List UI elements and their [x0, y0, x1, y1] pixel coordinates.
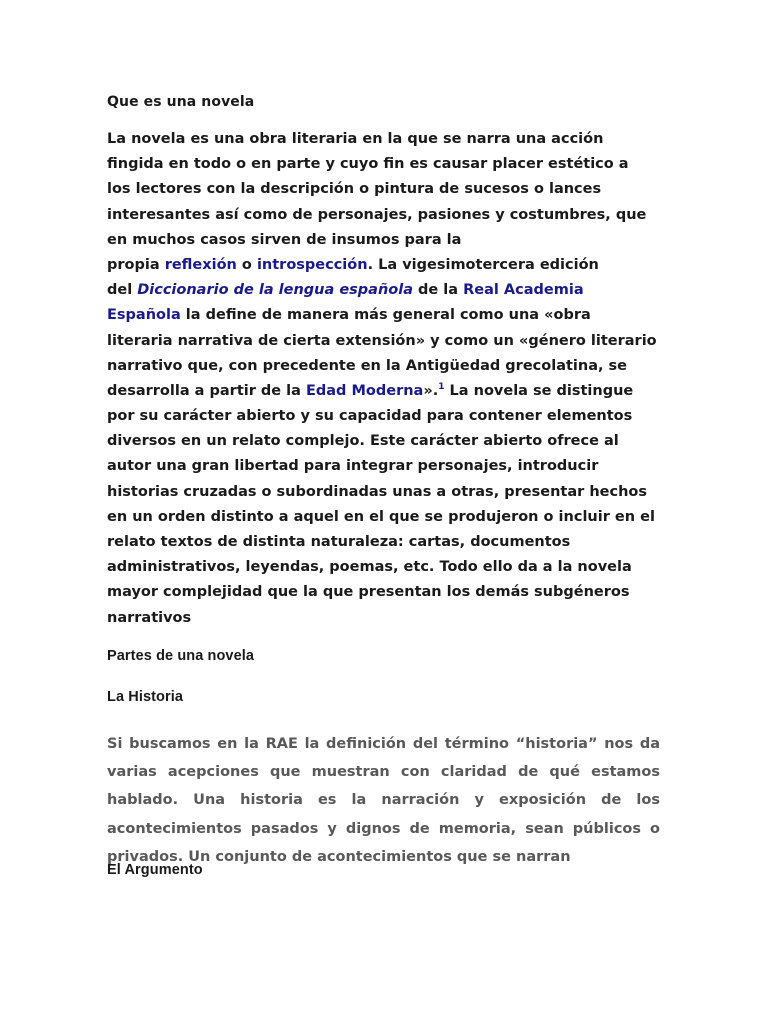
paragraph-line: interesantes así como de personajes, pasiones y costumbres, que	[107, 206, 647, 223]
link-introspeccion[interactable]: introspección	[256, 256, 368, 273]
page-title: Que es una novela	[107, 94, 255, 110]
paragraph-line: privados. Un conjunto de acontecimientos que se narran	[107, 848, 571, 865]
paragraph-line: en un orden distinto a aquel en el que se produjeron o incluir en el	[107, 508, 655, 525]
paragraph-line: historias cruzadas o subordinadas unas a otras, presentar hechos	[107, 483, 647, 500]
link-real-academia[interactable]: Real Academia	[463, 282, 584, 299]
link-diccionario[interactable]: Diccionario de la lengua española	[137, 282, 413, 299]
paragraph-line: los lectores con la descripción o pintura de sucesos o lances	[107, 181, 602, 198]
text-run: La novela se distingue	[444, 382, 634, 399]
text-run: de la	[413, 282, 464, 299]
link-espanola[interactable]: Española	[107, 307, 181, 324]
paragraph-line: literaria narrativa de cierta extensión» y como un «género literario	[107, 332, 657, 349]
paragraph-line: varias acepciones que muestran con claridad de qué estamos	[107, 764, 660, 781]
paragraph-line: relato textos de distinta naturaleza: cartas, documentos	[107, 534, 571, 550]
paragraph-line	[107, 303, 659, 328]
paragraph-line: acontecimientos pasados y dignos de memoria, sean públicos o	[107, 820, 660, 837]
paragraph-line: autor una gran libertad para integrar personajes, introducir	[107, 458, 599, 475]
section-heading-partes: Partes de una novela	[107, 648, 255, 664]
paragraph-line: Si buscamos en la RAE la definición del término “historia” nos da	[107, 736, 660, 752]
paragraph-line	[107, 278, 659, 303]
paragraph-line: fingida en todo o en parte y cuyo fin es causar placer estético a	[107, 156, 629, 173]
link-reflexion[interactable]: reflexión	[164, 256, 237, 273]
paragraph-line: por su carácter abierto y su capacidad para contener elementos	[107, 408, 633, 425]
paragraph-line	[107, 379, 659, 404]
link-edad-moderna[interactable]: Edad Moderna	[305, 382, 424, 399]
text-run: ».	[423, 382, 439, 399]
paragraph-line: diversos en un relato complejo. Este carácter abierto ofrece al	[107, 433, 619, 450]
text-run: desarrolla a partir de la	[107, 382, 306, 399]
footnote-reference[interactable]: 1	[438, 381, 445, 392]
paragraph-line: La novela es una obra literaria en la que se narra una acción	[107, 131, 604, 147]
text-run: . La vigesimotercera edición	[367, 256, 599, 273]
intro-paragraph	[107, 127, 659, 631]
text-run: la define de manera más general como una «obra	[180, 307, 591, 324]
text-run: o	[236, 256, 257, 273]
text-run: del	[107, 282, 138, 299]
paragraph-line: hablado. Una historia es la narración y exposición de los	[107, 792, 660, 809]
paragraph-line: narrativos	[107, 609, 192, 626]
paragraph-line: administrativos, leyendas, poemas, etc. Todo ello da a la novela	[107, 559, 632, 576]
historia-paragraph	[107, 730, 660, 871]
section-heading-historia: La Historia	[107, 689, 184, 705]
paragraph-line: mayor complejidad que la que presentan los demás subgéneros	[107, 584, 630, 601]
paragraph-line	[107, 253, 659, 278]
text-run: propia	[107, 256, 165, 273]
section-heading-argumento: El Argumento	[107, 862, 203, 878]
paragraph-line: narrativo que, con precedente en la Antigüedad grecolatina, se	[107, 357, 628, 374]
paragraph-line: en muchos casos sirven de insumos para la	[107, 231, 462, 248]
